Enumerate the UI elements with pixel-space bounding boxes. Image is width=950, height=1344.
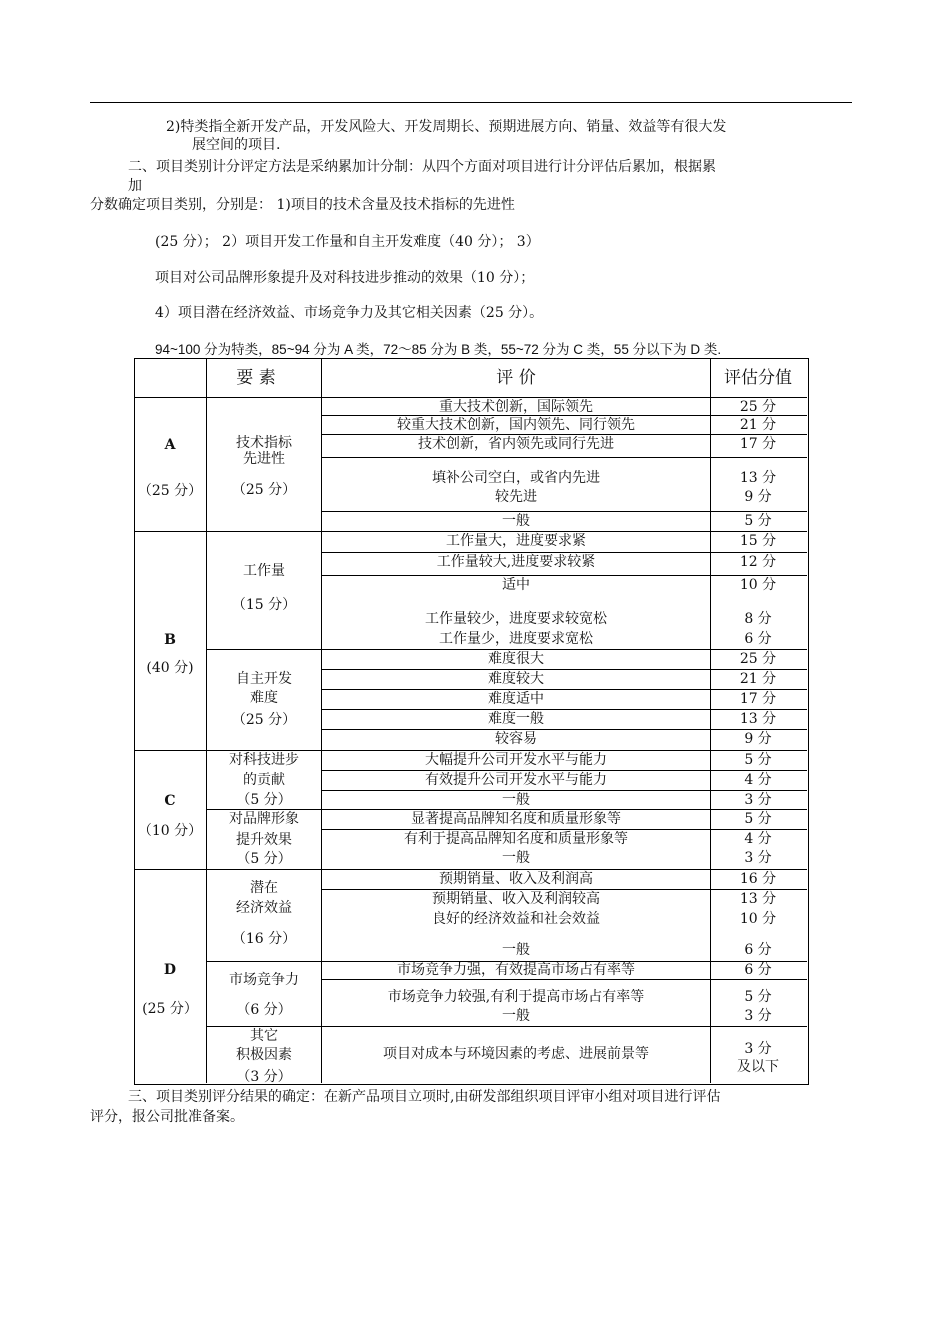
- score-cell: 13 分: [739, 470, 777, 486]
- evaluation-cell: 大幅提升公司开发水平与能力: [425, 752, 607, 768]
- para-scoring-method: 二、项目类别计分评定方法是采纳累加计分制：从四个方面对项目进行计分评估后累加，根据累: [128, 159, 716, 175]
- evaluation-cell: 较容易: [495, 731, 537, 747]
- category-a: A: [164, 437, 176, 453]
- evaluation-cell: 一般: [502, 513, 530, 529]
- score-and-below: 及以下: [737, 1059, 779, 1075]
- factor-tech-1: 技术指标: [236, 435, 292, 451]
- category-b: B: [164, 632, 176, 648]
- score-cell: 21 分: [739, 671, 777, 687]
- evaluation-cell: 一般: [502, 792, 530, 808]
- factor-progress-1: 对科技进步: [229, 752, 299, 768]
- evaluation-cell: 有利于提高品牌知名度和质量形象等: [404, 831, 628, 847]
- score-cell: 13 分: [739, 711, 777, 727]
- score-cell: 3 分: [744, 850, 772, 866]
- score-cell: 6 分: [744, 962, 772, 978]
- factor-difficulty-2: 难度: [250, 690, 278, 706]
- score-cell: 6 分: [744, 942, 772, 958]
- category-b-points: (40 分): [146, 660, 194, 676]
- para-special-class-cont: 展空间的项目.: [192, 137, 281, 153]
- score-cell: 21 分: [739, 417, 777, 433]
- para-criteria-4: 4）项目潜在经济效益、市场竞争力及其它相关因素（25 分）。: [155, 305, 544, 321]
- factor-market-1: 市场竞争力: [229, 972, 299, 988]
- factor-market-2: （6 分）: [236, 1002, 292, 1018]
- evaluation-cell: 有效提升公司开发水平与能力: [425, 772, 607, 788]
- evaluation-cell: 市场竞争力强，有效提高市场占有率等: [397, 962, 635, 978]
- factor-tech-3: （25 分）: [231, 482, 297, 498]
- score-cell: 15 分: [739, 533, 777, 549]
- factor-brand-2: 提升效果: [236, 832, 292, 848]
- para-result: 三、项目类别评分结果的确定：在新产品项目立项时,由研发部组织项目评审小组对项目进行评估: [128, 1089, 721, 1105]
- score-cell: 8 分: [744, 611, 772, 627]
- evaluation-cell: 难度很大: [488, 651, 544, 667]
- para-criteria-1: 分数确定项目类别，分别是： 1)项目的技术含量及技术指标的先进性: [90, 197, 515, 213]
- factor-progress-3: （5 分）: [236, 792, 292, 808]
- evaluation-cell: 工作量较大,进度要求较紧: [436, 554, 596, 570]
- evaluation-cell: 市场竞争力较强,有利于提高市场占有率等: [387, 989, 645, 1005]
- para-result-cont: 评分，报公司批准备案。: [90, 1109, 244, 1125]
- evaluation-cell: 重大技术创新，国际领先: [439, 399, 593, 415]
- score-cell: 10 分: [739, 911, 777, 927]
- score-cell: 25 分: [739, 651, 777, 667]
- evaluation-cell: 难度较大: [488, 671, 544, 687]
- category-c-points: （10 分）: [137, 823, 203, 839]
- factor-brand-1: 对品牌形象: [229, 811, 299, 827]
- score-cell: 5 分: [744, 513, 772, 529]
- score-cell: 9 分: [744, 731, 772, 747]
- evaluation-cell: 工作量较少，进度要求较宽松: [425, 611, 607, 627]
- factor-workload-1: 工作量: [243, 563, 285, 579]
- para-class-ranges: 94~100 分为特类，85~94 分为 A 类，72～85 分为 B 类，55~72 分为 C 类，55 分以下为 D 类.: [155, 342, 722, 357]
- factor-progress-2: 的贡献: [243, 772, 285, 788]
- evaluation-cell: 适中: [502, 577, 530, 593]
- score-cell: 16 分: [739, 871, 777, 887]
- score-cell: 4 分: [744, 831, 772, 847]
- evaluation-cell: 工作量大，进度要求紧: [446, 533, 586, 549]
- evaluation-cell: 项目对成本与环境因素的考虑、进展前景等: [383, 1046, 649, 1062]
- evaluation-cell: 一般: [502, 942, 530, 958]
- factor-other-2: 积极因素: [236, 1047, 292, 1063]
- factor-tech-2: 先进性: [243, 451, 285, 467]
- category-d: D: [163, 962, 177, 978]
- score-cell: 9 分: [744, 489, 772, 505]
- evaluation-cell: 技术创新，省内领先或同行先进: [418, 436, 614, 452]
- evaluation-cell: 良好的经济效益和社会效益: [432, 911, 600, 927]
- factor-workload-2: （15 分）: [231, 597, 297, 613]
- factor-difficulty-3: （25 分）: [231, 712, 297, 728]
- evaluation-cell: 一般: [502, 1008, 530, 1024]
- evaluation-cell: 难度适中: [488, 691, 544, 707]
- factor-other-3: （3 分）: [236, 1069, 292, 1085]
- para-special-class: 2)特类指全新开发产品，开发风险大、开发周期长、预期进展方向、销量、效益等有很大发: [166, 119, 727, 135]
- category-d-points: (25 分）: [142, 1001, 198, 1017]
- category-a-points: （25 分）: [137, 483, 203, 499]
- score-cell: 5 分: [744, 811, 772, 827]
- evaluation-cell: 较先进: [495, 489, 537, 505]
- para-criteria-3: 项目对公司品牌形象提升及对科技进步推动的效果（10 分）；: [155, 270, 535, 286]
- factor-economic-2: 经济效益: [236, 900, 292, 916]
- evaluation-cell: 工作量少，进度要求宽松: [439, 631, 593, 647]
- factor-brand-3: （5 分）: [236, 851, 292, 867]
- score-cell: 3 分: [744, 1041, 772, 1057]
- evaluation-cell: 较重大技术创新，国内领先、同行领先: [397, 417, 635, 433]
- header-rule: [90, 102, 852, 103]
- score-cell: 4 分: [744, 772, 772, 788]
- factor-difficulty-1: 自主开发: [236, 671, 292, 687]
- header-factor: 要 素: [236, 368, 276, 388]
- header-evaluation: 评 价: [496, 368, 536, 388]
- score-cell: 5 分: [744, 752, 772, 768]
- evaluation-cell: 预期销量、收入及利润高: [439, 871, 593, 887]
- score-cell: 17 分: [739, 436, 777, 452]
- evaluation-cell: 预期销量、收入及利润较高: [432, 891, 600, 907]
- evaluation-cell: 难度一般: [488, 711, 544, 727]
- score-cell: 12 分: [739, 554, 777, 570]
- score-cell: 5 分: [744, 989, 772, 1005]
- para-scoring-method-cont: 加: [128, 178, 142, 194]
- score-cell: 17 分: [739, 691, 777, 707]
- score-cell: 10 分: [739, 577, 777, 593]
- evaluation-cell: 一般: [502, 850, 530, 866]
- factor-other-1: 其它: [250, 1028, 278, 1044]
- factor-economic-1: 潜在: [250, 880, 278, 896]
- scoring-table: [134, 358, 809, 1085]
- evaluation-cell: 显著提高品牌知名度和质量形象等: [411, 811, 621, 827]
- para-criteria-2: (25 分）； 2）项目开发工作量和自主开发难度（40 分）； 3）: [155, 234, 540, 250]
- score-cell: 3 分: [744, 1008, 772, 1024]
- header-score: 评估分值: [724, 368, 792, 388]
- score-cell: 6 分: [744, 631, 772, 647]
- category-c: C: [164, 793, 176, 809]
- score-cell: 13 分: [739, 891, 777, 907]
- evaluation-cell: 填补公司空白，或省内先进: [432, 470, 600, 486]
- score-cell: 3 分: [744, 792, 772, 808]
- score-cell: 25 分: [739, 399, 777, 415]
- factor-economic-3: （16 分）: [231, 931, 297, 947]
